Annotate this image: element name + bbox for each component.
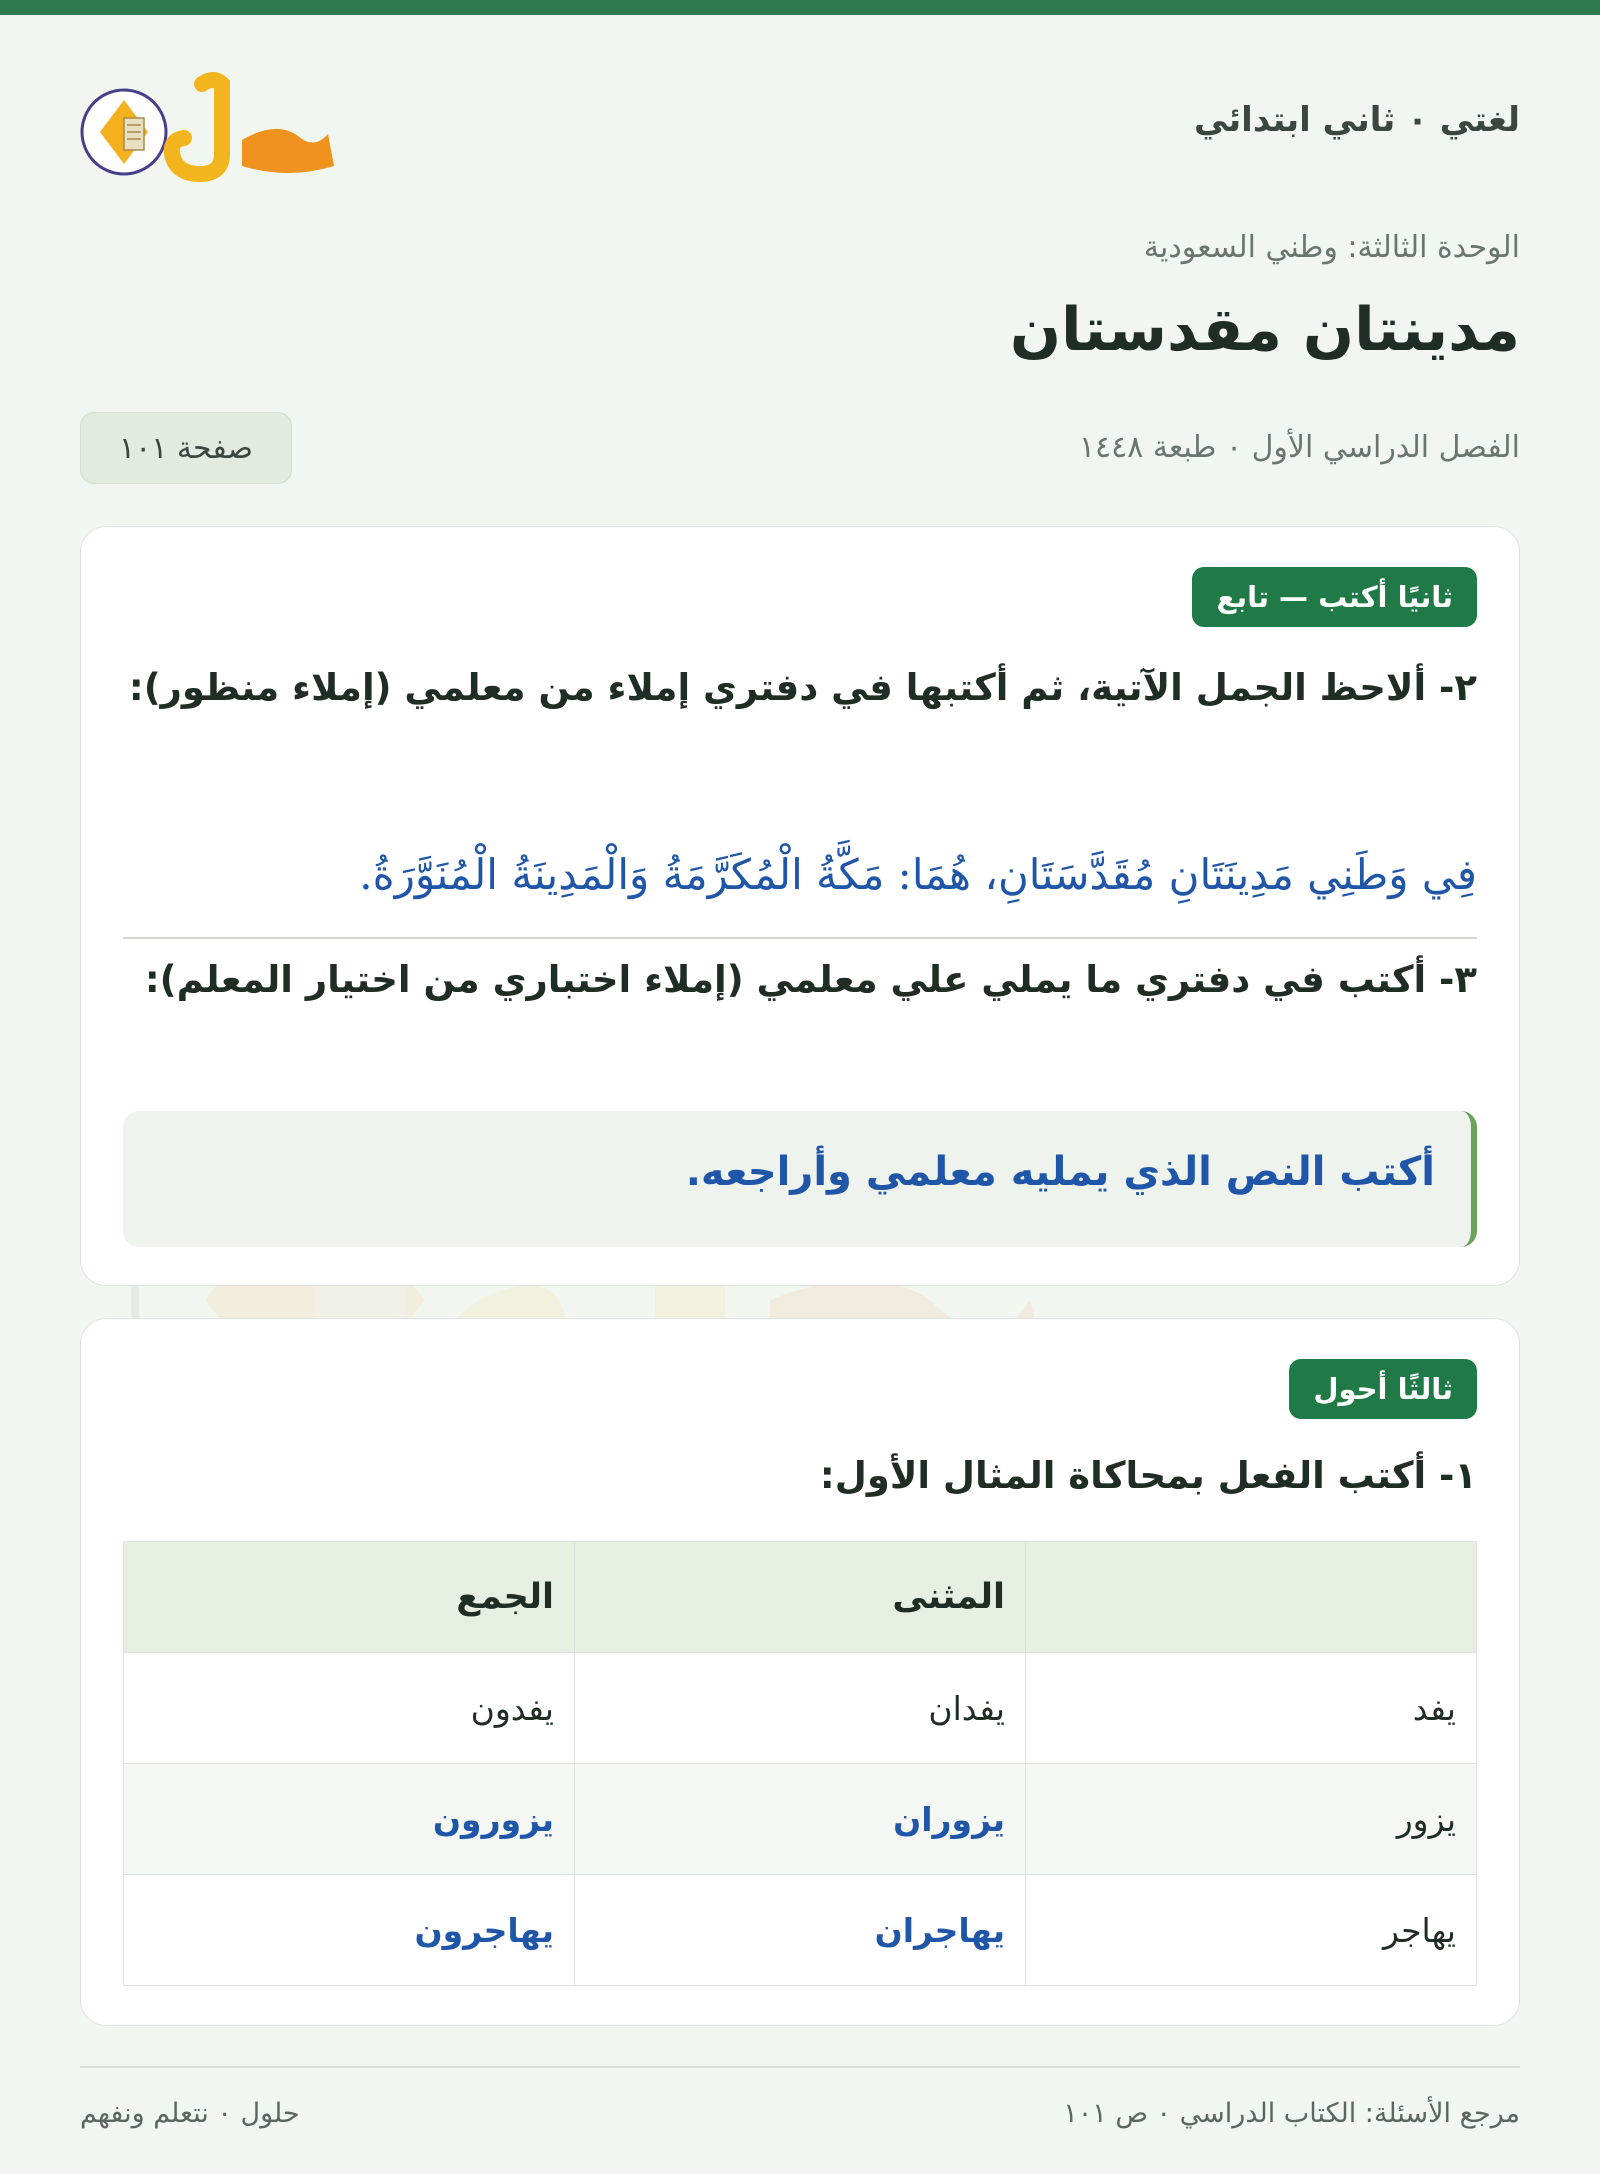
page-header — [80, 62, 1520, 202]
table-row — [124, 1653, 1477, 1764]
footer-brand: حلول ٠ نتعلم ونفهم — [80, 2098, 300, 2129]
cell-dual: يفدان — [575, 1653, 1026, 1764]
cell-plural-answer: يزورون — [124, 1764, 575, 1875]
answer-box — [123, 1111, 1477, 1247]
lesson-title: مدينتان مقدستان — [1009, 295, 1520, 365]
cell-singular: يزور — [1026, 1764, 1477, 1875]
hulul-logo — [80, 62, 370, 202]
section-badge: ثانيًا أكتب — تابع — [1192, 567, 1477, 627]
unit-label: الوحدة الثالثة: وطني السعودية — [1143, 230, 1520, 265]
table-row — [124, 1875, 1477, 1986]
top-accent-bar — [0, 0, 1600, 15]
subject-label: لغتي ٠ ثاني ابتدائي — [1194, 100, 1520, 140]
term-label: الفصل الدراسي الأول ٠ طبعة ١٤٤٨ — [1078, 430, 1520, 465]
cell-plural-answer: يهاجرون — [124, 1875, 575, 1986]
cell-singular: يفد — [1026, 1653, 1477, 1764]
header-dual: المثنى — [575, 1542, 1026, 1653]
cell-singular: يهاجر — [1026, 1875, 1477, 1986]
section-transform-card — [80, 1318, 1520, 2026]
table-header-row — [124, 1542, 1477, 1653]
verb-table — [123, 1541, 1477, 1986]
section-divider — [123, 937, 1477, 939]
cell-plural: يفدون — [124, 1653, 575, 1764]
question-2: ٢- ألاحظ الجمل الآتية، ثم أكتبها في دفتري إملاء من معلمي (إملاء منظور): — [128, 666, 1477, 709]
question-1: ١- أكتب الفعل بمحاكاة المثال الأول: — [819, 1454, 1477, 1497]
cell-dual-answer: يزوران — [575, 1764, 1026, 1875]
section-write-card — [80, 526, 1520, 1286]
header-singular — [1026, 1542, 1477, 1653]
section-badge: ثالثًا أحول — [1289, 1359, 1477, 1419]
dictation-sentence: فِي وَطَنِي مَدِينَتَانِ مُقَدَّسَتَانِ، هُمَا: مَكَّةُ الْمُكَرَّمَةُ وَالْمَدِينَةُ الْمُنَوَّرَةُ. — [359, 850, 1477, 899]
table-row — [124, 1764, 1477, 1875]
footer-reference: مرجع الأسئلة: الكتاب الدراسي ٠ ص ١٠١ — [1063, 2098, 1520, 2129]
header-plural: الجمع — [124, 1542, 575, 1653]
footer-divider — [80, 2066, 1520, 2068]
question-3: ٣- أكتب في دفتري ما يملي علي معلمي (إملاء اختباري من اختيار المعلم): — [144, 958, 1477, 1001]
page-number-chip: صفحة ١٠١ — [80, 412, 292, 484]
answer-text: أكتب النص الذي يمليه معلمي وأراجعه. — [685, 1149, 1435, 1195]
cell-dual-answer: يهاجران — [575, 1875, 1026, 1986]
